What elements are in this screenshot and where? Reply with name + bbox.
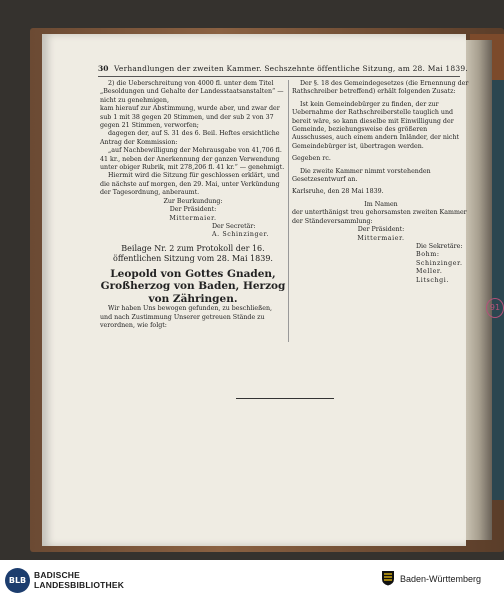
right-column: [292, 80, 470, 285]
president-name: Mittermaier.: [169, 214, 217, 222]
state-name[interactable]: Baden-Württemberg: [400, 574, 482, 584]
paragraph: Die zweite Kammer nimmt vorstehenden Gesetzesentwurf an.: [292, 167, 431, 184]
paragraph: Hiermit wird die Sitzung für geschlossen erklärt, und die nächste auf morgen, den 29. Mai, unter Verkündung der Tagesordnung, anberaumt.: [100, 172, 280, 197]
end-rule: [236, 398, 334, 399]
secretary-name: Schinzinger.: [416, 259, 463, 267]
secretaries-label: Die Sekretäre:: [416, 242, 463, 250]
im-namen: Im Namen: [364, 200, 398, 208]
column-divider: [288, 80, 289, 342]
paragraph: kam hierauf zur Abstimmung, wurde aber, und zwar der sub 1 mit 38 gegen 20 Stimmen, und der sub 2 von 37 gegen 21 Stimmen, verworfen;: [100, 105, 280, 130]
paragraph: Wir haben Uns bewogen gefunden, zu beschließen, und nach Zustimmung Unserer getreuen Stände zu verordnen, wie folgt:: [100, 305, 273, 330]
secretary-name: Meller.: [416, 268, 443, 276]
gegeben-line: Gegeben rc.: [292, 155, 331, 163]
page-number: 30: [98, 64, 109, 73]
cover-edge: [492, 80, 504, 500]
library-name[interactable]: [34, 570, 124, 590]
paragraph: Der §. 18 des Gemeindegesetzes (die Ernennung der Rathschreiber betreffend) erhält folgenden Zusatz:: [292, 80, 469, 96]
paragraph: der unterthänigst treu gehorsamsten zweiten Kammer der Ständeversammlung:: [292, 209, 467, 225]
dateline: Karlsruhe, den 28 Mai 1839.: [292, 188, 384, 196]
pencil-page-note: 91: [486, 298, 504, 318]
president-name: Mittermaier.: [357, 234, 405, 242]
beilage-heading: Beilage Nr. 2 zum Protokoll der 16. öffentlichen Sitzung vom 28. Mai 1839.: [113, 243, 273, 263]
paragraph: Ist kein Gemeindebürger zu finden, der zur Uebernahme der Rathschreiberstelle tauglich und bereit wäre, so kann dieselbe mit Einwilligung der Gemeinde, beziehungsweise des größeren Ausschusses, auch einem andern Inländer, der nicht Gemeindebürger ist, übertragen werden.: [292, 100, 460, 150]
header-rule: [98, 76, 460, 77]
running-header: [98, 64, 468, 76]
state-crest-icon: [381, 570, 395, 586]
viewer-footer: [0, 560, 504, 595]
library-name-line2: LANDESBIBLIOTHEK: [34, 580, 125, 590]
left-column: [100, 80, 286, 330]
secretary-name: A. Schinzinger.: [212, 231, 269, 239]
secretary-label: Der Secretär:: [212, 222, 256, 230]
decree-title: Leopold von Gottes Gnaden, Großherzog von Baden, Herzog von Zähringen.: [100, 267, 286, 305]
library-name-line1: BADISCHE: [34, 570, 80, 580]
header-title: Verhandlungen der zweiten Kammer. Sechszehnte öffentliche Sitzung, am 28. Mai 1839.: [114, 64, 468, 73]
paragraph: dagegen der, auf S. 31 des 6. Beil. Heftes ersichtliche Antrag der Kommission:: [100, 130, 280, 146]
secretary-name: Bohm:: [416, 251, 440, 259]
president-label: Der Präsident:: [169, 206, 217, 214]
paragraph: 2) die Ueberschreitung von 4000 fl. unter dem Titel „Besoldungen und Gehalte der Landesstaatsanstalten“ — nicht zu genehmigen,: [100, 80, 284, 104]
secretary-name: Litschgi.: [416, 276, 449, 284]
president-label: Der Präsident:: [357, 226, 405, 234]
beurkundung-label: Zur Beurkundung:: [163, 197, 223, 205]
blb-logo[interactable]: BLB: [5, 568, 30, 593]
paragraph: „auf Nachbewilligung der Mehrausgabe von 41,706 fl. 41 kr., neben der Anerkennung der ganzen Verwendung unter obiger Rubrik, mit 278,206 fl. 41 kr.“ — genehmigt.: [100, 147, 285, 172]
